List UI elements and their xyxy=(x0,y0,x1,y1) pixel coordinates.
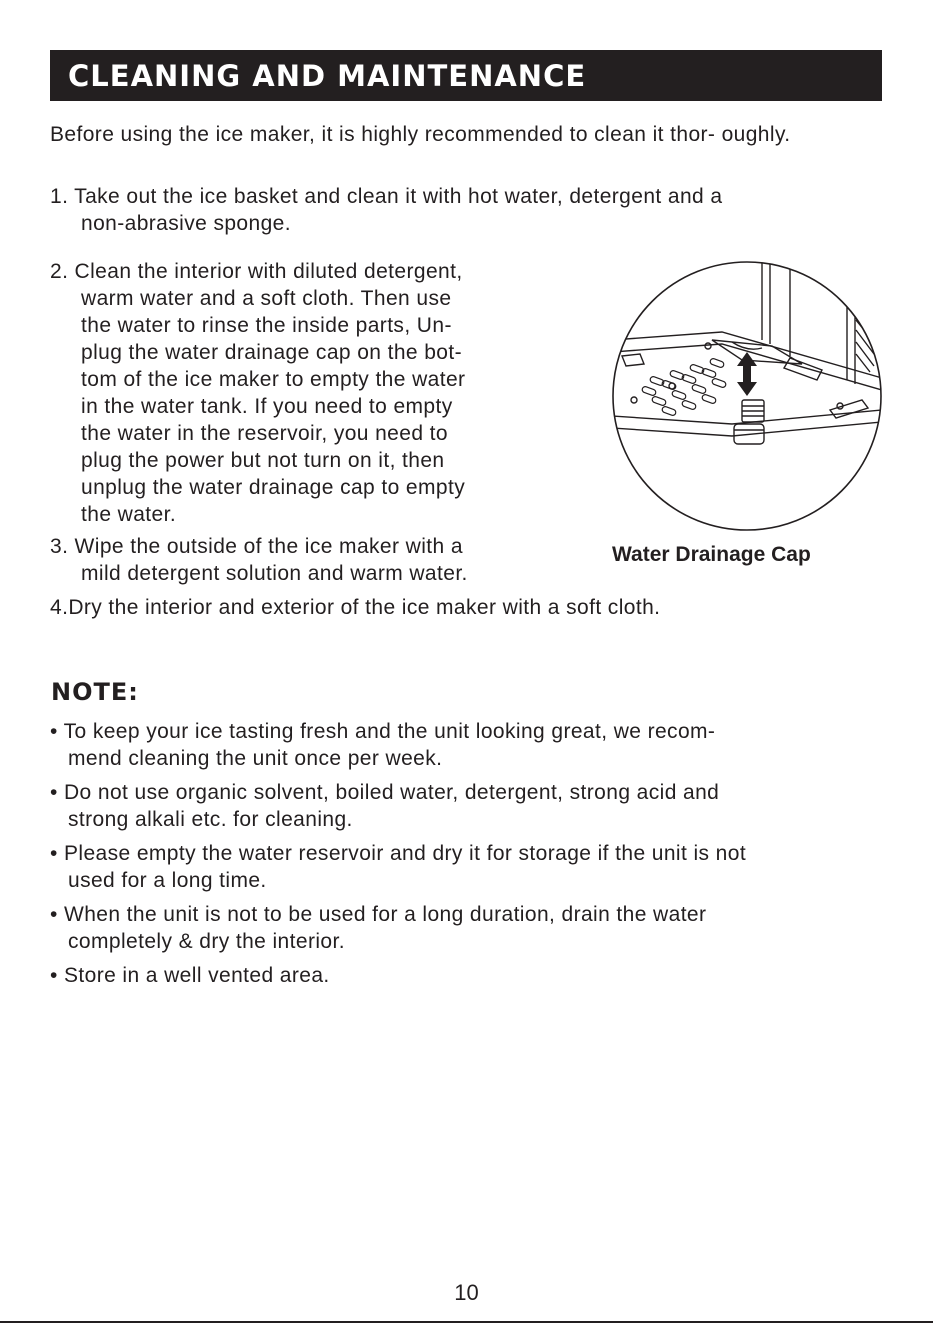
step-3-line: 3. Wipe the outside of the ice maker with a xyxy=(50,535,463,558)
step-2-line: plug the water drainage cap on the bot- xyxy=(81,341,463,364)
step-1 xyxy=(50,183,880,237)
list-item-line: • Store in a well vented area. xyxy=(50,964,330,987)
step-2-line: the water in the reservoir, you need to xyxy=(81,422,448,445)
intro-line: oughly. xyxy=(721,123,791,146)
list-item xyxy=(50,962,890,989)
list-item-line: strong alkali etc. for cleaning. xyxy=(68,808,353,831)
step-2-line: unplug the water drainage cap to empty xyxy=(81,476,466,499)
list-item-line: • Do not use organic solvent, boiled water, detergent, strong acid and xyxy=(50,781,720,804)
list-item xyxy=(50,718,890,772)
step-2-line: plug the power but not turn on it, then xyxy=(81,449,445,472)
page-number: 10 xyxy=(454,1280,479,1305)
step-2-line: in the water tank. If you need to empty xyxy=(81,395,453,418)
step-2-line: warm water and a soft cloth. Then use xyxy=(81,287,452,310)
note-list xyxy=(50,718,890,996)
section-header xyxy=(50,50,882,101)
section-title: CLEANING AND MAINTENANCE xyxy=(68,58,587,93)
list-item xyxy=(50,840,890,894)
note-heading: NOTE: xyxy=(51,678,139,706)
step-2-line: 2. Clean the interior with diluted detergent, xyxy=(50,260,463,283)
step-3-line: mild detergent solution and warm water. xyxy=(81,562,468,585)
list-item-line: • Please empty the water reservoir and dry it for storage if the unit is not xyxy=(50,842,747,865)
step-2 xyxy=(50,258,570,528)
list-item-line: completely & dry the interior. xyxy=(68,930,345,953)
step-3 xyxy=(50,533,570,587)
step-2-line: the water to rinse the inside parts, Un- xyxy=(81,314,452,337)
step-1-line: 1. Take out the ice basket and clean it with hot water, detergent and a xyxy=(50,185,723,208)
drainage-cap-illustration xyxy=(612,260,882,532)
intro-paragraph xyxy=(50,121,850,148)
list-item-line: • When the unit is not to be used for a long duration, drain the water xyxy=(50,903,707,926)
step-2-line: tom of the ice maker to empty the water xyxy=(81,368,466,391)
figure-caption: Water Drainage Cap xyxy=(612,543,811,566)
step-2-line: the water. xyxy=(81,503,177,526)
step-4-line: 4.Dry the interior and exterior of the ice maker with a soft cloth. xyxy=(50,596,661,619)
list-item-line: mend cleaning the unit once per week. xyxy=(68,747,443,770)
bottom-divider xyxy=(0,1321,933,1323)
list-item xyxy=(50,779,890,833)
step-4 xyxy=(50,594,880,621)
drainage-cap-drawing xyxy=(612,260,882,532)
step-1-line: non-abrasive sponge. xyxy=(81,212,291,235)
list-item-line: • To keep your ice tasting fresh and the unit looking great, we recom- xyxy=(50,720,716,743)
list-item-line: used for a long time. xyxy=(68,869,267,892)
intro-line: Before using the ice maker, it is highly recommended to clean it thor- xyxy=(50,123,716,146)
list-item xyxy=(50,901,890,955)
